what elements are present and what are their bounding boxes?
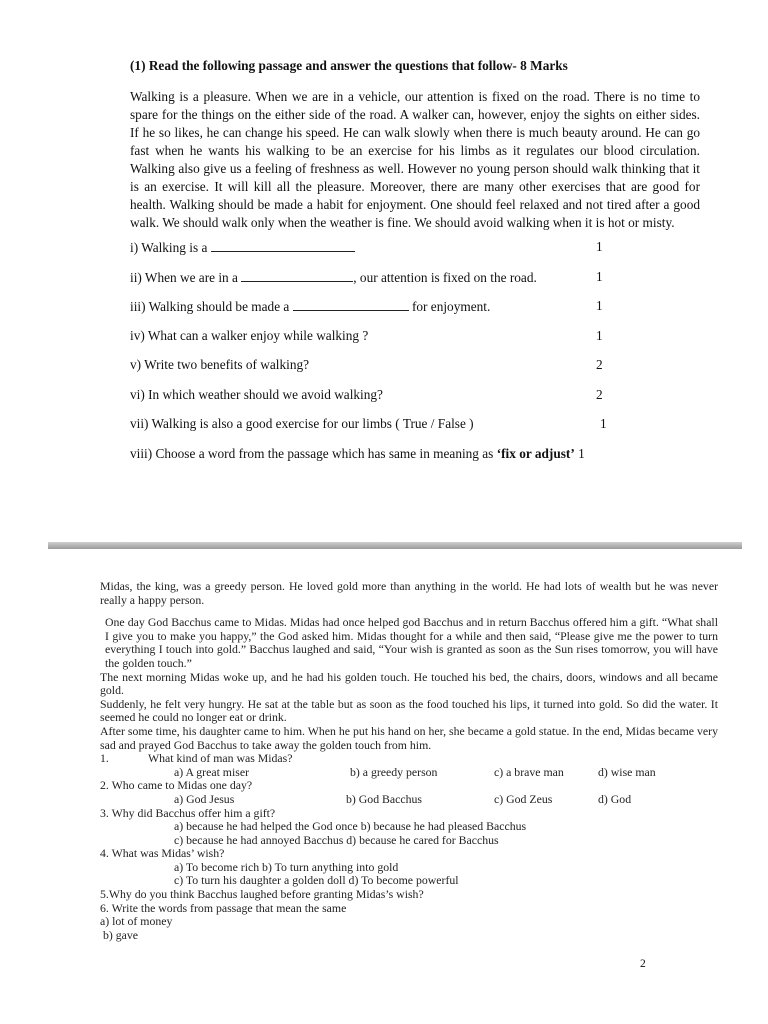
question-8-marks: 1 (574, 445, 585, 461)
midas-question-1 (100, 752, 718, 766)
question-8-pre: viii) Choose a word from the passage which has same in meaning as (130, 445, 497, 461)
comprehension-section-1 (130, 58, 700, 474)
option-a: a) A great miser (174, 764, 250, 779)
midas-question-5-text: 5.Why do you think Bacchus laughed before granting Midas’s wish? (100, 887, 424, 902)
midas-question-2-text: 2. Who came to Midas one day? (100, 778, 253, 793)
midas-paragraph-4: After some time, his daughter came to him. When he put his hand on her, she became a gold statue. In the end, Midas became very sad and prayed God Bacchus to take away the golden touch from him. (100, 723, 718, 752)
midas-question-4-text: 4. What was Midas’ wish? (100, 846, 225, 861)
midas-question-1-options (100, 766, 718, 780)
question-6 (130, 386, 700, 416)
midas-question-2-options (100, 793, 718, 807)
question-2 (130, 268, 700, 298)
midas-question-4-options-cd: c) To turn his daughter a golden doll d) To become powerful (174, 873, 459, 888)
midas-question-3-text: 3. Why did Bacchus offer him a gift? (100, 805, 276, 820)
midas-question-3-options-ab: a) because he had helped the God once b) because he had pleased Bacchus (174, 819, 527, 834)
question-8-bold: ‘fix or adjust’ (496, 445, 575, 461)
option-d: d) God (598, 791, 632, 806)
question-6-text: vi) In which weather should we avoid walking? (130, 386, 383, 402)
midas-paragraph-2: The next morning Midas woke up, and he had his golden touch. He touched his bed, the chairs, doors, windows and all became gold. (100, 669, 718, 698)
answer-blank (211, 238, 355, 252)
question-4-text: iv) What can a walker enjoy while walking ? (130, 327, 369, 343)
question-7-marks: 1 (600, 416, 607, 431)
question-7-text: vii) Walking is also a good exercise for our limbs ( True / False ) (130, 416, 474, 431)
question-8 (130, 445, 700, 475)
option-d: d) wise man (598, 764, 656, 779)
option-c: c) God Zeus (494, 791, 553, 806)
option-c: c) a brave man (494, 764, 564, 779)
question-3-marks: 1 (596, 298, 603, 313)
question-3-post: for enjoyment. (408, 299, 491, 314)
question-5 (130, 356, 700, 386)
midas-paragraph-3: Suddenly, he felt very hungry. He sat at the table but as soon as the food touched his lips, it turned into gold. So did the water. It seemed he could no longer eat or drink. (100, 696, 718, 725)
question-4-marks: 1 (596, 327, 603, 343)
section-2-marks: 2 (640, 958, 646, 970)
midas-question-6-text: 6. Write the words from passage that mean the same (100, 900, 347, 915)
option-a: a) God Jesus (174, 791, 235, 806)
question-7 (130, 415, 700, 445)
midas-question-1-number: 1. (100, 751, 109, 766)
midas-question-3-options-cd: c) because he had annoyed Bacchus d) because he cared for Bacchus (174, 832, 499, 847)
question-1-marks: 1 (596, 239, 603, 254)
walking-passage: Walking is a pleasure. When we are in a vehicle, our attention is fixed on the road. There is no time to spare for the things on the either side of the road. A walker can, however, enjoy the sights on either sides. If he so likes, he can change his speed. He can walk slowly when there is much beauty around. He can go fast when he wants his walking to be an exercise for his limbs as it regulates our blood circulation. Walking also give us a feeling of freshness as well. However no young person should walk thinking that it is an exercise. It will kill all the pleasure. Moreover, there are many other exercises that are good for health. Walking should be made a habit for enjoyment. One should feel relaxed and not tired after a good walk. We should walk only when the weather is fine. We should avoid walking when it is hot or misty. (130, 89, 700, 230)
answer-blank (241, 268, 353, 282)
page-divider (48, 542, 742, 549)
midas-question-1-text: What kind of man was Midas? (148, 751, 293, 766)
question-4 (130, 327, 700, 357)
midas-question-6a: a) lot of money (100, 914, 173, 929)
question-1-text: i) Walking is a (130, 240, 211, 255)
question-2-post: , our attention is fixed on the road. (353, 269, 537, 285)
option-b: b) a greedy person (350, 764, 438, 779)
question-3 (130, 297, 700, 327)
option-b: b) God Bacchus (346, 791, 423, 806)
question-6-marks: 2 (596, 386, 603, 402)
question-5-marks: 2 (596, 357, 603, 372)
comprehension-section-2 (100, 580, 718, 942)
midas-question-4-options-ab: a) To become rich b) To turn anything into gold (174, 859, 399, 874)
midas-question-6b: b) gave (100, 927, 138, 942)
midas-paragraph-1: One day God Bacchus came to Midas. Midas had once helped god Bacchus and in return Bacchus offered him a gift. “What shall I give you to make you happy,” the God asked him. Midas thought for a while and then said, “Please give me the power to turn everything I touch into gold.” Bacchus laughed and said, “Your wish is granted as soon as the Sun rises tomorrow, you will have the golden touch.” (105, 615, 718, 670)
section-1-title: (1) Read the following passage and answer the questions that follow- 8 Marks (130, 58, 568, 73)
question-3-pre: iii) Walking should be made a (130, 299, 293, 314)
question-1 (130, 238, 700, 268)
question-2-pre: ii) When we are in a (130, 269, 242, 285)
question-2-marks: 1 (596, 268, 603, 284)
midas-intro: Midas, the king, was a greedy person. He loved gold more than anything in the world. He had lots of wealth but he was never really a happy person. (100, 579, 718, 607)
question-5-text: v) Write two benefits of walking? (130, 357, 310, 372)
answer-blank (293, 297, 409, 311)
